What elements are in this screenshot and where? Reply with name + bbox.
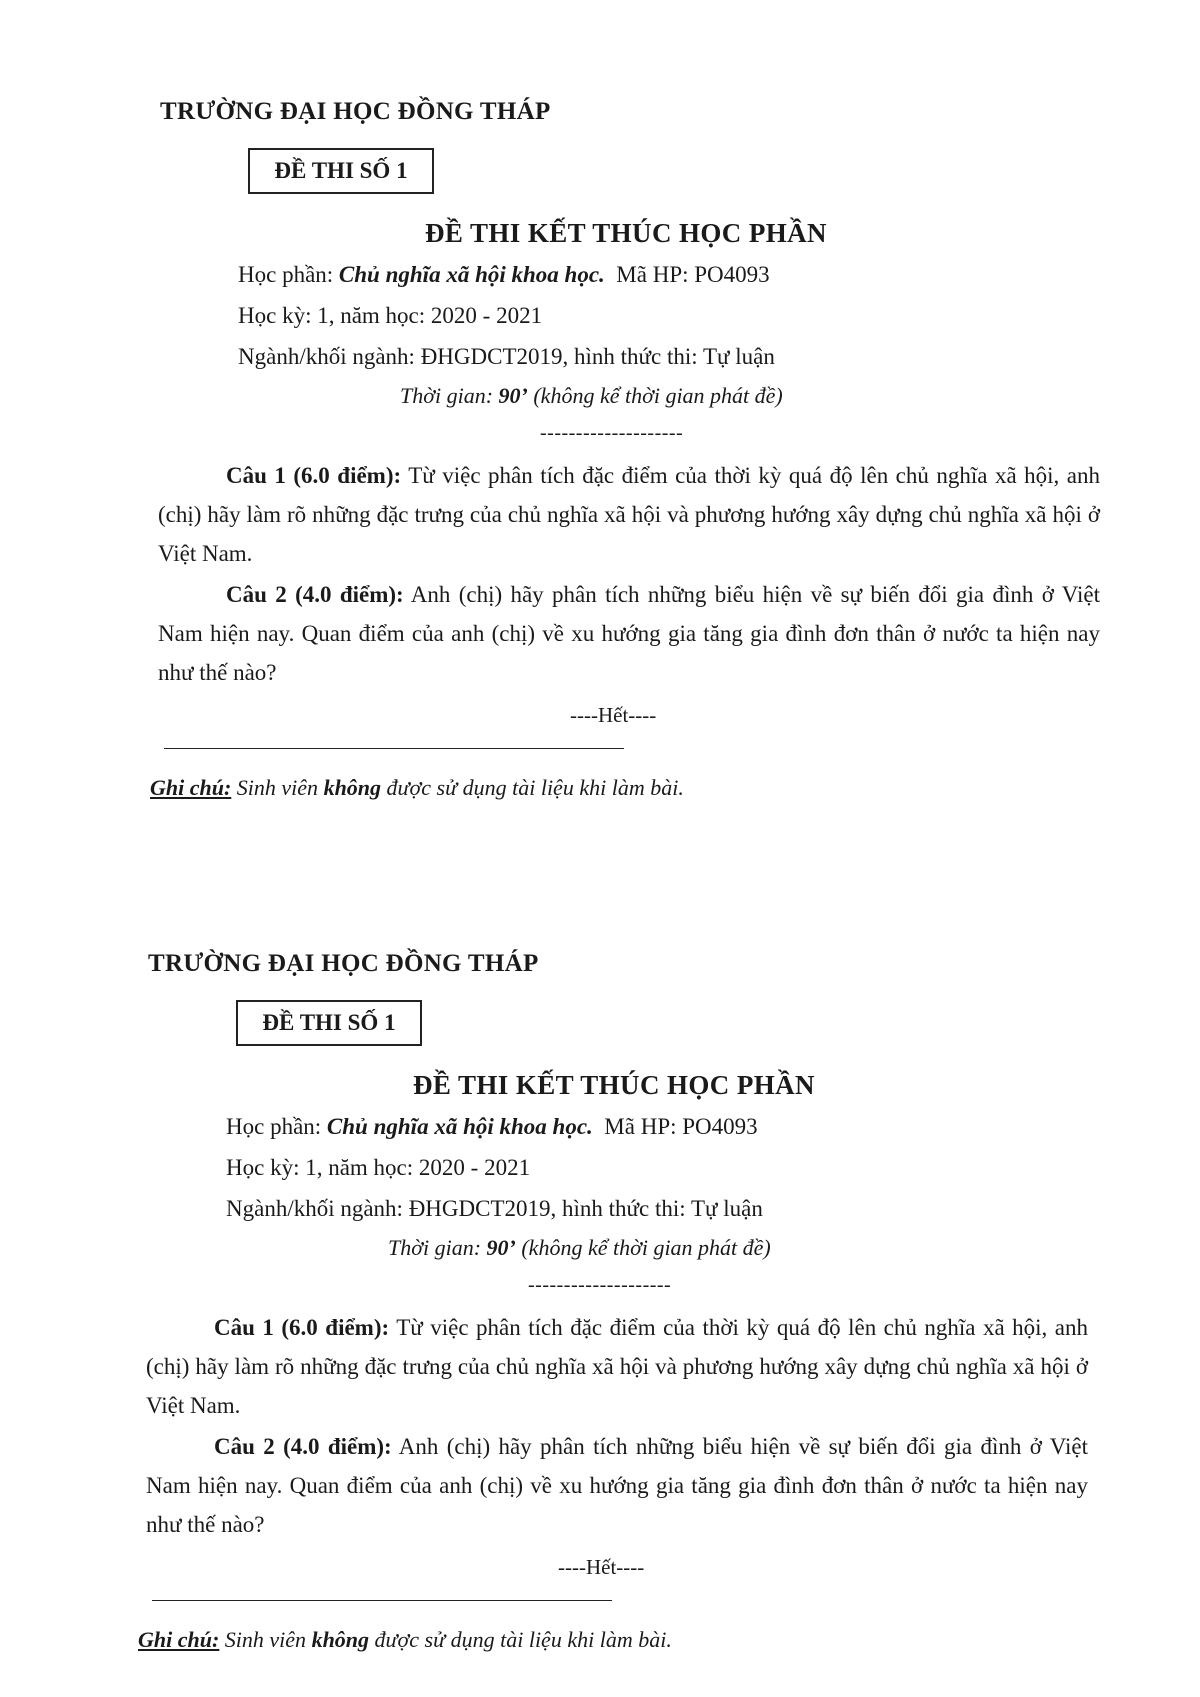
- note-pre: Sinh viên: [219, 1627, 312, 1652]
- exam-sheet-2: [0, 852, 1188, 1652]
- question-1-label: Câu 1 (6.0 điểm):: [214, 1315, 390, 1340]
- time-label: Thời gian:: [400, 383, 499, 408]
- note-post: được sử dụng tài liệu khi làm bài.: [369, 1627, 672, 1652]
- semester-line: Học kỳ: 1, năm học: 2020 - 2021: [238, 303, 543, 328]
- end-mark: ----Hết----: [570, 703, 657, 727]
- note-line: [138, 1627, 672, 1653]
- note-label: Ghi chú:: [150, 775, 232, 800]
- question-1: [158, 456, 1100, 573]
- time-value: 90’: [486, 1235, 516, 1260]
- course-label: Học phần:: [238, 262, 339, 287]
- time-note: (không kể thời gian phát đề): [515, 1235, 771, 1260]
- course-label: Học phần:: [226, 1114, 327, 1139]
- exam-title: ĐỀ THI KẾT THÚC HỌC PHẦN: [413, 1070, 815, 1100]
- note-post: được sử dụng tài liệu khi làm bài.: [381, 775, 684, 800]
- course-name: Chủ nghĩa xã hội khoa học.: [338, 262, 605, 287]
- course-line: [226, 1114, 758, 1140]
- course-code: Mã HP: PO4093: [616, 262, 770, 287]
- question-1-text: Từ việc phân tích đặc điểm của thời kỳ quá độ lên chủ nghĩa xã hội, anh (chị) hãy làm rõ những đặc trưng của chủ nghĩa xã hội và phương hướng xây dựng chủ nghĩa xã hội ở Việt Nam.: [146, 1315, 1088, 1418]
- divider-line: [164, 748, 624, 749]
- time-line: [388, 1235, 771, 1261]
- school-name: TRƯỜNG ĐẠI HỌC ĐỒNG THÁP: [148, 950, 539, 977]
- question-2: [158, 575, 1100, 692]
- time-note: (không kể thời gian phát đề): [527, 383, 783, 408]
- exam-sheet-1: [0, 0, 1200, 800]
- exam-title: ĐỀ THI KẾT THÚC HỌC PHẦN: [425, 218, 827, 248]
- question-1: [146, 1308, 1088, 1425]
- semester-line: Học kỳ: 1, năm học: 2020 - 2021: [226, 1155, 531, 1180]
- note-line: [150, 775, 684, 801]
- question-1-label: Câu 1 (6.0 điểm):: [226, 463, 402, 488]
- school-name: TRƯỜNG ĐẠI HỌC ĐỒNG THÁP: [160, 98, 551, 125]
- major-line: Ngành/khối ngành: ĐHGDCT2019, hình thức thi: Tự luận: [226, 1196, 763, 1221]
- note-strong: không: [311, 1627, 370, 1652]
- divider-line: [152, 1600, 612, 1601]
- question-2-label: Câu 2 (4.0 điểm):: [214, 1434, 392, 1459]
- exam-number: ĐỀ THI SỐ 1: [262, 1010, 396, 1035]
- exam-number-box: [248, 148, 434, 194]
- course-line: [238, 262, 770, 288]
- time-value: 90’: [498, 383, 528, 408]
- note-strong: không: [323, 775, 382, 800]
- question-2: [146, 1427, 1088, 1544]
- note-label: Ghi chú:: [138, 1627, 220, 1652]
- question-2-text: Anh (chị) hãy phân tích những biểu hiện về sự biến đổi gia đình ở Việt Nam hiện nay. Quan điểm của anh (chị) về xu hướng gia tăng gia đình đơn thân ở nước ta hiện nay như thế nào?: [158, 582, 1100, 685]
- question-1-text: Từ việc phân tích đặc điểm của thời kỳ quá độ lên chủ nghĩa xã hội, anh (chị) hãy làm rõ những đặc trưng của chủ nghĩa xã hội và phương hướng xây dựng chủ nghĩa xã hội ở Việt Nam.: [158, 463, 1100, 566]
- question-2-text: Anh (chị) hãy phân tích những biểu hiện về sự biến đổi gia đình ở Việt Nam hiện nay. Quan điểm của anh (chị) về xu hướng gia tăng gia đình đơn thân ở nước ta hiện nay như thế nào?: [146, 1434, 1088, 1537]
- course-name: Chủ nghĩa xã hội khoa học.: [326, 1114, 593, 1139]
- separator: --------------------: [528, 1274, 672, 1296]
- note-pre: Sinh viên: [231, 775, 324, 800]
- time-label: Thời gian:: [388, 1235, 487, 1260]
- end-mark: ----Hết----: [558, 1555, 645, 1579]
- time-line: [400, 383, 783, 409]
- separator: --------------------: [540, 422, 684, 444]
- exam-number: ĐỀ THI SỐ 1: [274, 158, 408, 183]
- major-line: Ngành/khối ngành: ĐHGDCT2019, hình thức thi: Tự luận: [238, 344, 775, 369]
- question-2-label: Câu 2 (4.0 điểm):: [226, 582, 404, 607]
- course-code: Mã HP: PO4093: [604, 1114, 758, 1139]
- exam-number-box: [236, 1000, 422, 1046]
